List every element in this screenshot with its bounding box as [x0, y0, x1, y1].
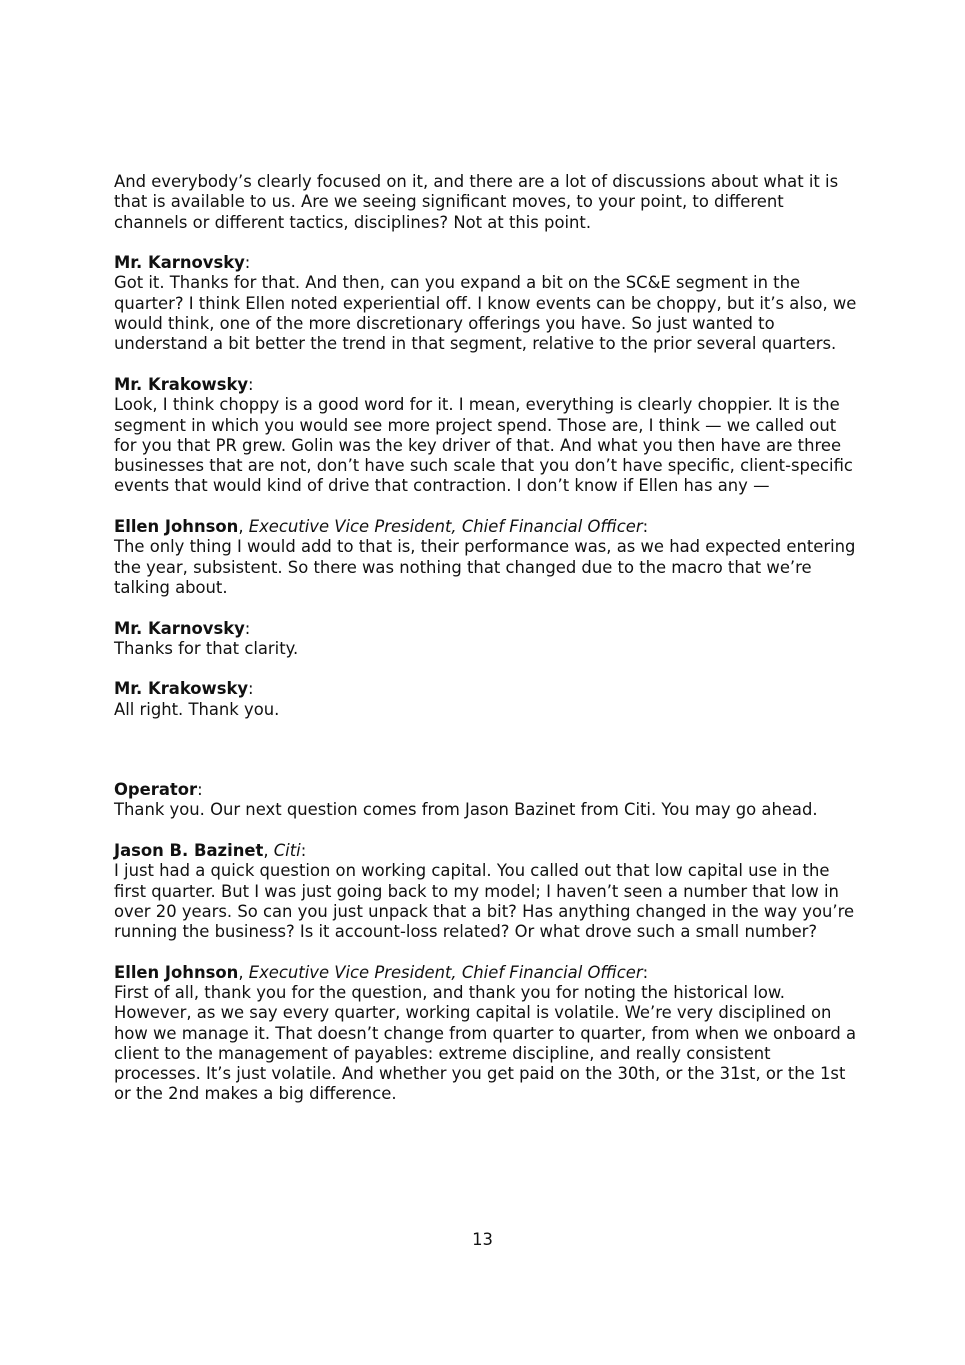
speaker-line: Operator:: [114, 780, 203, 800]
speaker-title: Citi: [273, 840, 301, 860]
paragraph: Thanks for that clarity.: [114, 638, 299, 658]
speaker-title: Executive Vice President, Chief Financial Officer: [248, 962, 643, 982]
speaker-line: Mr. Karnovsky:: [114, 253, 251, 273]
speaker-name: Ellen Johnson: [114, 517, 239, 537]
speaker-line: Mr. Krakowsky:: [114, 679, 254, 699]
paragraph: First of all, thank you for the question, and thank you for noting the historical low. However, as we say every quarter, working capital is volatile. We’re very disciplined on how we manage it. That doesn’t change from quarter to quarter, from when we onboard a client to the management of payables: extreme discipline, and really consistent processes. It’s just volatile. And whether you get paid on the 30th, or the 31st, or the 1st or the 2nd makes a big difference.: [114, 982, 857, 1104]
speaker-name: Jason B. Bazinet: [114, 840, 264, 860]
speaker-line: Ellen Johnson, Executive Vice President, Chief Financial Officer:: [114, 517, 649, 537]
paragraph: I just had a quick question on working capital. You called out that low capital use in the first quarter. But I was just going back to my model; I haven’t seen a number that low in over 20 years. So can you just unpack that a bit? Has anything changed in the way you’re running the business? Is it account-loss related? Or what drove such a small number?: [114, 861, 855, 942]
speaker-title: Executive Vice President, Chief Financial Officer: [248, 517, 643, 537]
transcript-page: [114, 172, 859, 1105]
speaker-name: Mr. Karnovsky: [114, 253, 245, 273]
page-number: 13: [472, 1230, 493, 1249]
speaker-line: Jason B. Bazinet, Citi:: [114, 840, 307, 860]
speaker-line: Ellen Johnson, Executive Vice President, Chief Financial Officer:: [114, 962, 649, 982]
speaker-name: Mr. Karnovsky: [114, 618, 245, 638]
paragraph: Got it. Thanks for that. And then, can you expand a bit on the SC&E segment in the quarter? I think Ellen noted experiential off. I know events can be choppy, but it’s also, we would think, one of the more discretionary offerings you have. So just wanted to understand a bit better the trend in that segment, relative to the prior several quarters.: [114, 273, 857, 354]
speaker-line: Mr. Karnovsky:: [114, 618, 251, 638]
paragraph: And everybody’s clearly focused on it, and there are a lot of discussions about what it is that is available to us. Are we seeing significant moves, to your point, to different channels or different tactics, disciplines? Not at this point.: [114, 172, 839, 232]
speaker-name: Operator: [114, 780, 198, 800]
speaker-name: Ellen Johnson: [114, 962, 239, 982]
speaker-name: Mr. Krakowsky: [114, 374, 249, 394]
paragraph: The only thing I would add to that is, their performance was, as we had expected entering the year, subsistent. So there was nothing that changed due to the macro that we’re talking about.: [114, 537, 856, 597]
speaker-name: Mr. Krakowsky: [114, 679, 249, 699]
speaker-line: Mr. Krakowsky:: [114, 374, 254, 394]
paragraph: Thank you. Our next question comes from Jason Bazinet from Citi. You may go ahead.: [114, 800, 818, 820]
paragraph: All right. Thank you.: [114, 699, 280, 719]
paragraph: Look, I think choppy is a good word for it. I mean, everything is clearly choppier. It is the segment in which you would see more project spend. Those are, I think — we called out for you that PR grew. Golin was the key driver of that. And what you then have are three businesses that are not, don’t have such scale that you don’t have specific, client-specific events that would kind of drive that contraction. I don’t know if Ellen has any —: [114, 395, 853, 496]
